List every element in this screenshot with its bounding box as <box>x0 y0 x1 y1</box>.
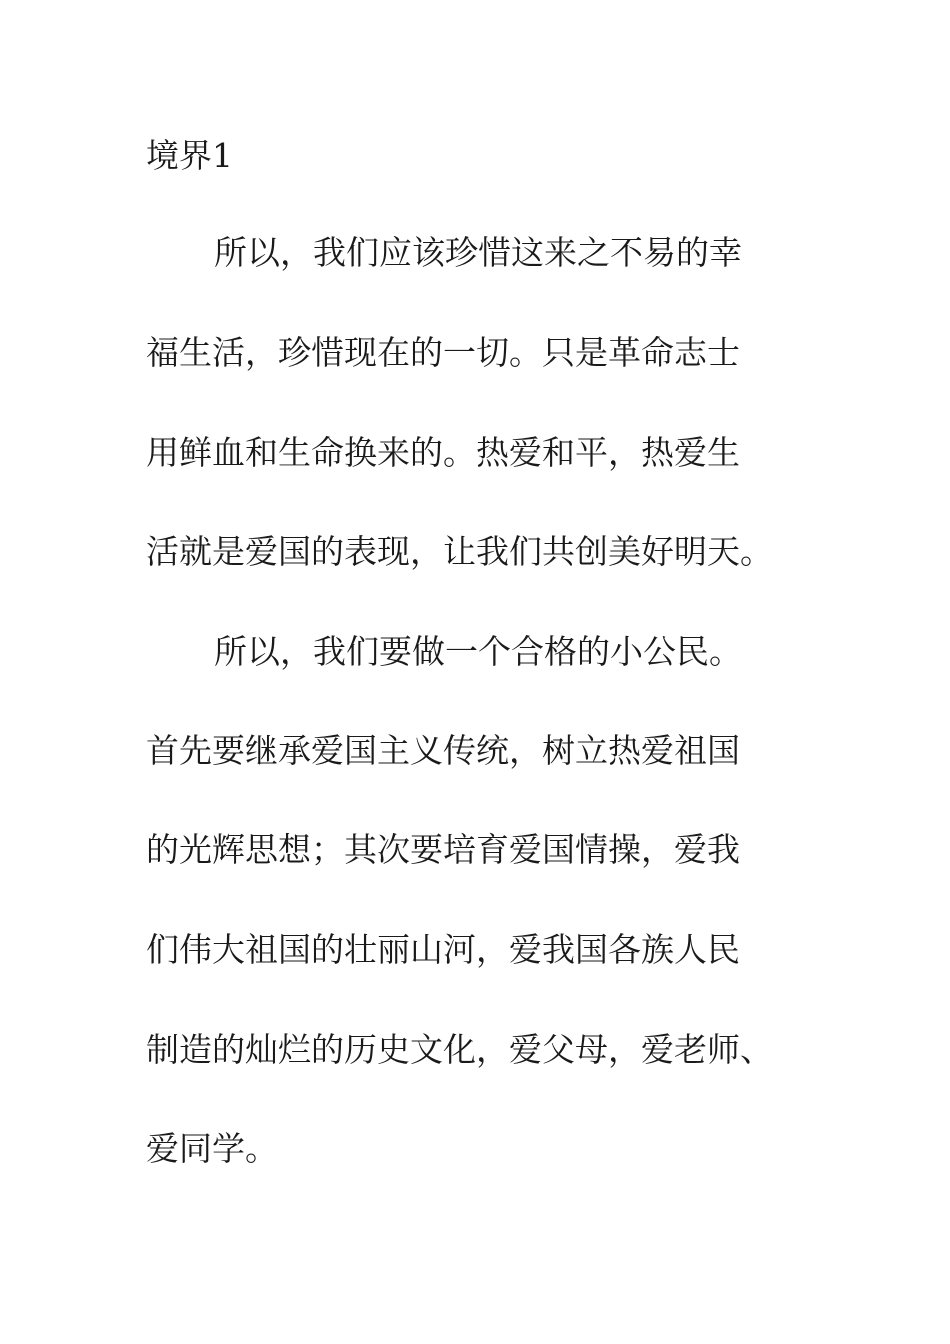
paragraph-1-line-4: 活就是爱国的表现，让我们共创美好明天。 <box>146 532 773 571</box>
document-heading: 境界1 <box>146 136 233 175</box>
paragraph-2-line-6: 爱同学。 <box>146 1129 278 1168</box>
paragraph-1-line-3: 用鲜血和生命换来的。热爱和平，热爱生 <box>146 433 740 472</box>
paragraph-1-line-2: 福生活，珍惜现在的一切。只是革命志士 <box>146 333 740 372</box>
paragraph-2-line-2: 首先要继承爱国主义传统，树立热爱祖国 <box>146 731 740 770</box>
paragraph-1-line-1: 所以，我们应该珍惜这来之不易的幸 <box>214 233 742 272</box>
paragraph-2-line-3: 的光辉思想；其次要培育爱国情操，爱我 <box>146 830 740 869</box>
paragraph-2-line-5: 制造的灿烂的历史文化，爱父母，爱老师、 <box>146 1030 773 1069</box>
paragraph-2-line-1: 所以，我们要做一个合格的小公民。 <box>214 632 742 671</box>
paragraph-2-line-4: 们伟大祖国的壮丽山河，爱我国各族人民 <box>146 930 740 969</box>
